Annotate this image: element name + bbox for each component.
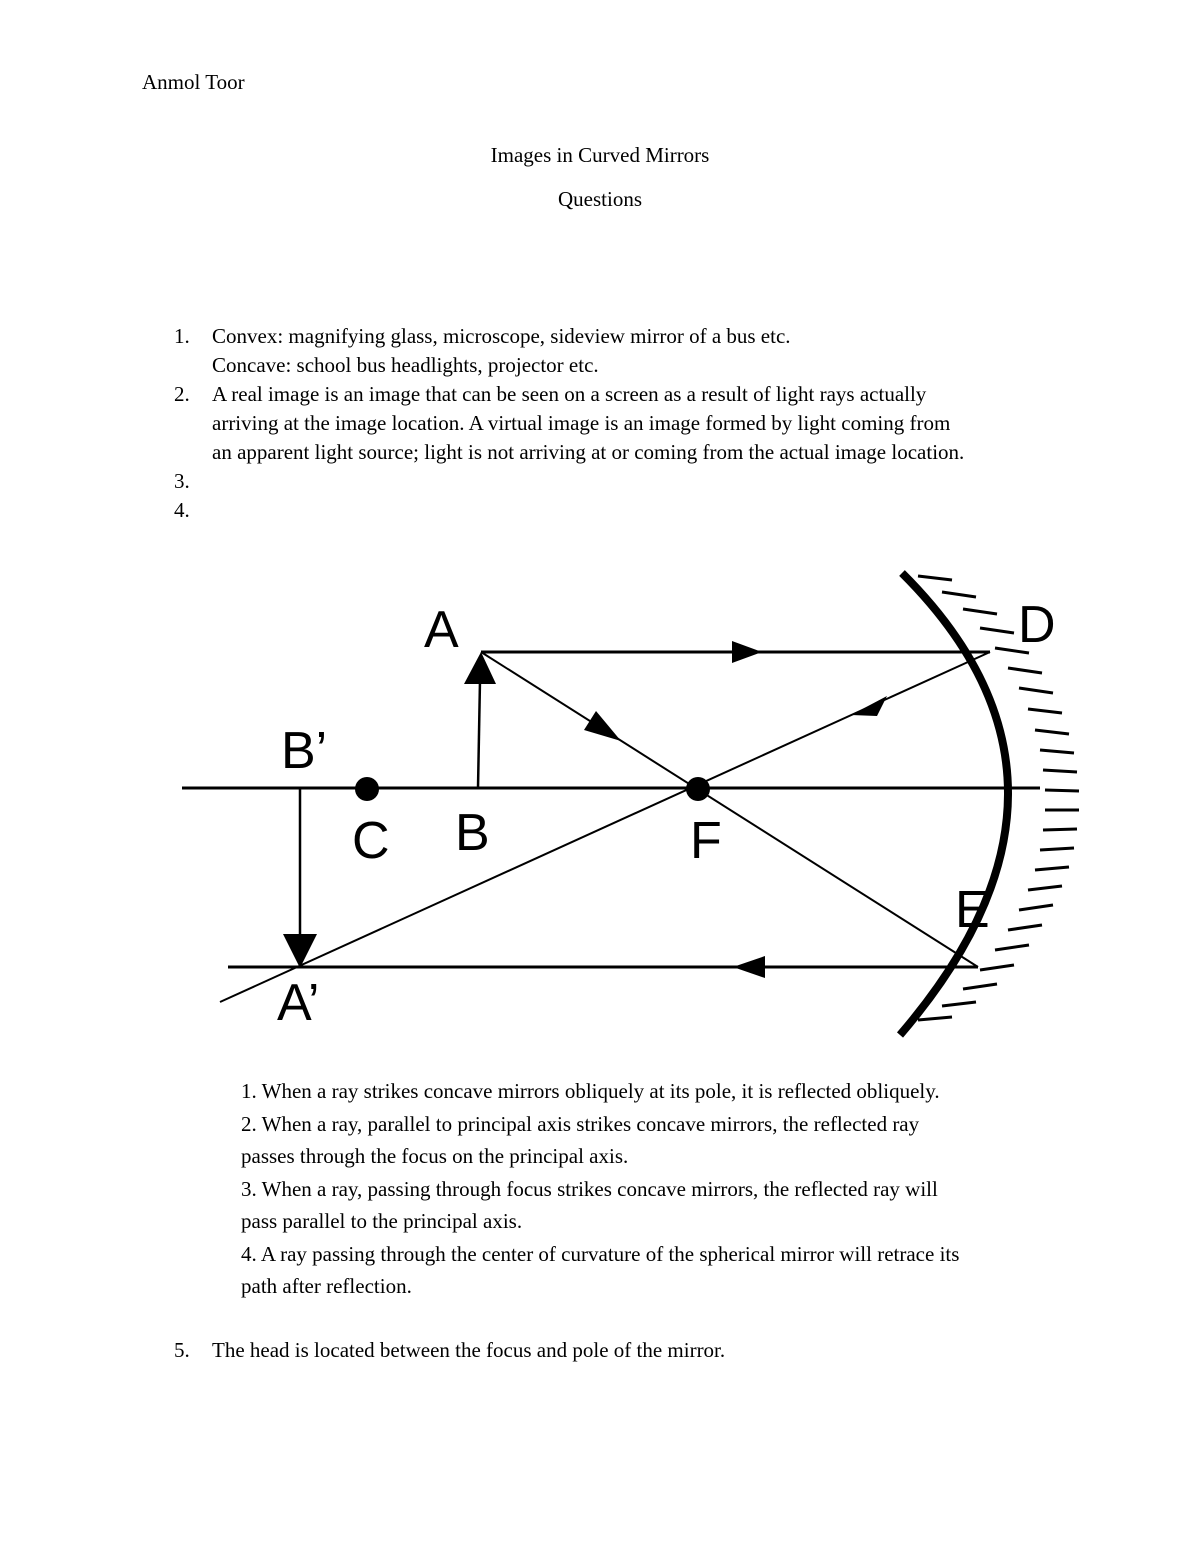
rule-line: pass parallel to the principal axis.: [241, 1209, 523, 1233]
rule-line: 3. When a ray, passing through focus strikes concave mirrors, the reflected ray will: [241, 1176, 938, 1201]
ray-direction-arrowhead: [851, 696, 887, 716]
label-e: E: [955, 881, 990, 939]
center-of-curvature-dot: [355, 777, 379, 801]
question-item: [174, 467, 1074, 496]
question-item: [174, 322, 1074, 380]
document-title: Images in Curved Mirrors: [490, 143, 710, 167]
object-arrow: [478, 680, 480, 788]
focus-dot: [686, 777, 710, 801]
author-name: Anmol Toor: [142, 70, 245, 94]
answer-line: A real image is an image that can be seen on a screen as a result of light rays actually: [212, 382, 927, 406]
question-number: 4.: [174, 498, 190, 522]
document-subtitle: Questions: [558, 187, 642, 211]
ray-direction-arrowhead: [584, 711, 621, 741]
question-item: [174, 1336, 1074, 1365]
rule-line: 1. When a ray strikes concave mirrors obliquely at its pole, it is reflected obliquely.: [241, 1079, 940, 1103]
question-number: 3.: [174, 469, 190, 493]
question-list: [174, 322, 1074, 525]
rule-line: 2. When a ray, parallel to principal axis strikes concave mirrors, the reflected ray: [241, 1111, 920, 1136]
question-number: 5.: [174, 1338, 190, 1362]
label-b: B: [455, 804, 490, 862]
question-five: [174, 1336, 1074, 1365]
label-b-prime: B’: [281, 722, 328, 780]
answer-line: Concave: school bus headlights, projector etc.: [212, 353, 599, 377]
rule-line: 4. A ray passing through the center of curvature of the spherical mirror will retrace its: [241, 1241, 960, 1266]
ray-rules-list: [241, 1075, 1061, 1303]
answer-line: arriving at the image location. A virtual image is an image formed by light coming from: [212, 411, 951, 435]
ray-direction-arrowhead: [733, 956, 765, 978]
label-f: F: [690, 812, 722, 870]
label-a: A: [424, 601, 459, 659]
question-number: 2.: [174, 382, 190, 406]
label-a-prime: A’: [277, 974, 320, 1032]
ray-through-focus-incident: [481, 652, 978, 967]
question-number: 1.: [174, 324, 190, 348]
question-item: [174, 496, 1074, 525]
answer-line: an apparent light source; light is not arriving at or coming from the actual image location.: [212, 440, 965, 464]
ray-direction-arrowhead: [732, 641, 762, 663]
answer-line: Convex: magnifying glass, microscope, sideview mirror of a bus etc.: [212, 324, 791, 348]
answer-line: The head is located between the focus and pole of the mirror.: [212, 1338, 726, 1362]
concave-mirror-ray-diagram: [170, 560, 1100, 1045]
question-item: [174, 380, 1074, 467]
image-arrowhead: [283, 934, 317, 968]
object-arrowhead: [464, 652, 496, 684]
answer-line: [212, 467, 1074, 496]
label-d: D: [1018, 596, 1056, 654]
label-c: C: [352, 812, 390, 870]
answer-line: [212, 496, 1074, 525]
rule-line: path after reflection.: [241, 1274, 412, 1298]
rule-line: passes through the focus on the principal axis.: [241, 1144, 629, 1168]
